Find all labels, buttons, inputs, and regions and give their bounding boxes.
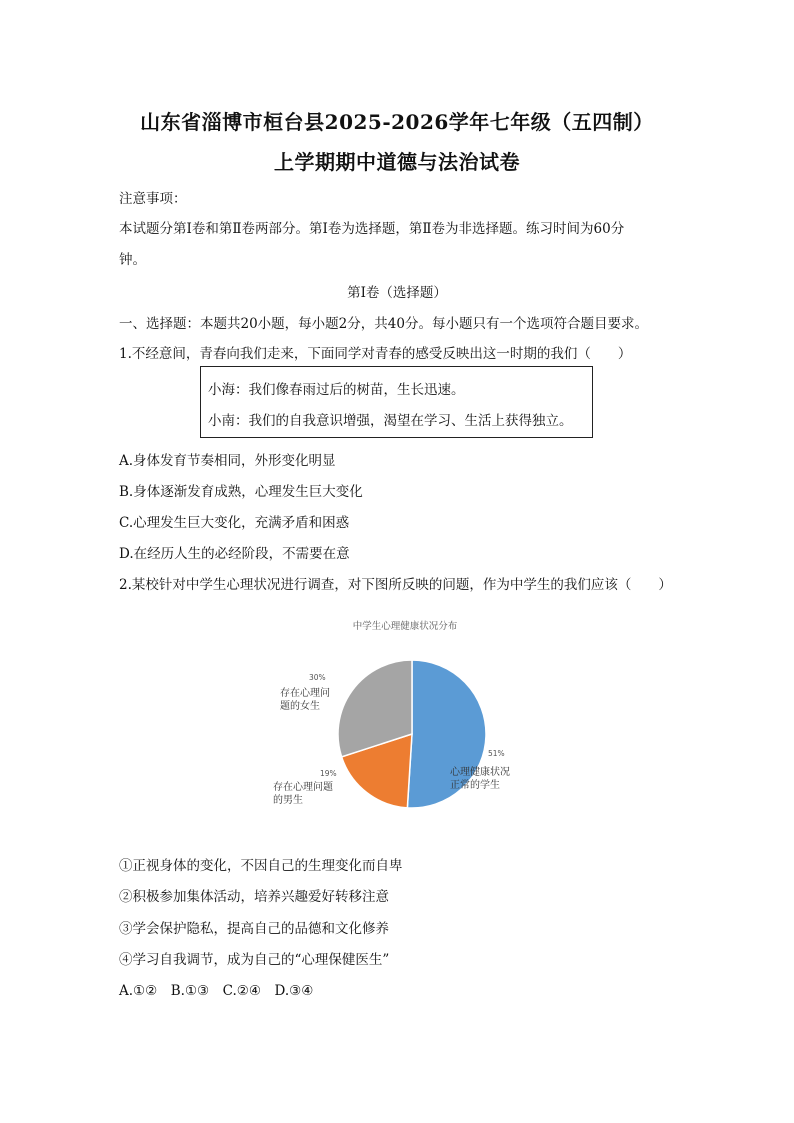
q1-quote-box xyxy=(200,366,593,438)
q1-quote-line-2: 小南：我们的自我意识增强，渴望在学习、生活上获得独立。 xyxy=(208,413,573,429)
q1-option-a: A.身体发育节奏相同，外形变化明显 xyxy=(119,453,336,469)
chart-title: 中学生心理健康状况分布 xyxy=(352,621,458,632)
q1-option-d: D.在经历人生的必经阶段，不需要在意 xyxy=(119,546,350,562)
q1-stem: 1.不经意间，青春向我们走来，下面同学对青春的感受反映出这一时期的我们（ ） xyxy=(119,346,632,362)
pie-slice-2-label-line2: 的男生 xyxy=(273,795,303,806)
q1-quote-line-1: 小海：我们像春雨过后的树苗，生长迅速。 xyxy=(208,382,465,398)
pie-slice-1-label-line2: 正常的学生 xyxy=(450,780,500,791)
q2-statement-2: ②积极参加集体活动，培养兴趣爱好转移注意 xyxy=(119,889,389,905)
pie-chart xyxy=(265,610,545,825)
section-instructions: 一、选择题：本题共20小题，每小题2分，共40分。每小题只有一个选项符合题目要求。 xyxy=(119,316,648,332)
notice-heading: 注意事项： xyxy=(119,191,187,207)
notice-line-1: 本试题分第Ⅰ卷和第Ⅱ卷两部分。第Ⅰ卷为选择题，第Ⅱ卷为非选择题。练习时间为60分 xyxy=(119,221,625,237)
q2-stem: 2.某校针对中学生心理状况进行调查，对下图所反映的问题，作为中学生的我们应该（ ） xyxy=(119,577,672,593)
pie-slice-1-label-line1: 心理健康状况 xyxy=(450,767,510,778)
q2-statement-4: ④学习自我调节，成为自己的“心理保健医生” xyxy=(119,952,390,968)
pie-slice-3-label-line2: 题的女生 xyxy=(280,701,320,712)
exam-title-line2: 上学期期中道德与法治试卷 xyxy=(274,150,520,174)
exam-title-line1: 山东省淄博市桓台县2025-2026学年七年级（五四制） xyxy=(140,110,654,134)
pie-slice-3-percent: 30% xyxy=(309,673,326,682)
pie-slice-1-percent: 51% xyxy=(488,749,505,758)
q2-statement-3: ③学会保护隐私，提高自己的品德和文化修养 xyxy=(119,921,389,937)
pie-slice-3-label-line1: 存在心理问 xyxy=(280,688,330,699)
q2-answer-options: A.①② B.①③ C.②④ D.③④ xyxy=(119,983,314,999)
pie-slice-2-label-line1: 存在心理问题 xyxy=(273,782,333,793)
pie-chart-svg xyxy=(265,610,545,825)
notice-line-2: 钟。 xyxy=(119,252,146,268)
q2-statement-1: ①正视身体的变化，不因自己的生理变化而自卑 xyxy=(119,858,403,874)
section-title: 第Ⅰ卷（选择题） xyxy=(347,285,447,301)
q1-option-b: B.身体逐渐发育成熟，心理发生巨大变化 xyxy=(119,484,363,500)
q1-option-c: C.心理发生巨大变化，充满矛盾和困惑 xyxy=(119,515,350,531)
pie-slice-2-percent: 19% xyxy=(320,769,337,778)
